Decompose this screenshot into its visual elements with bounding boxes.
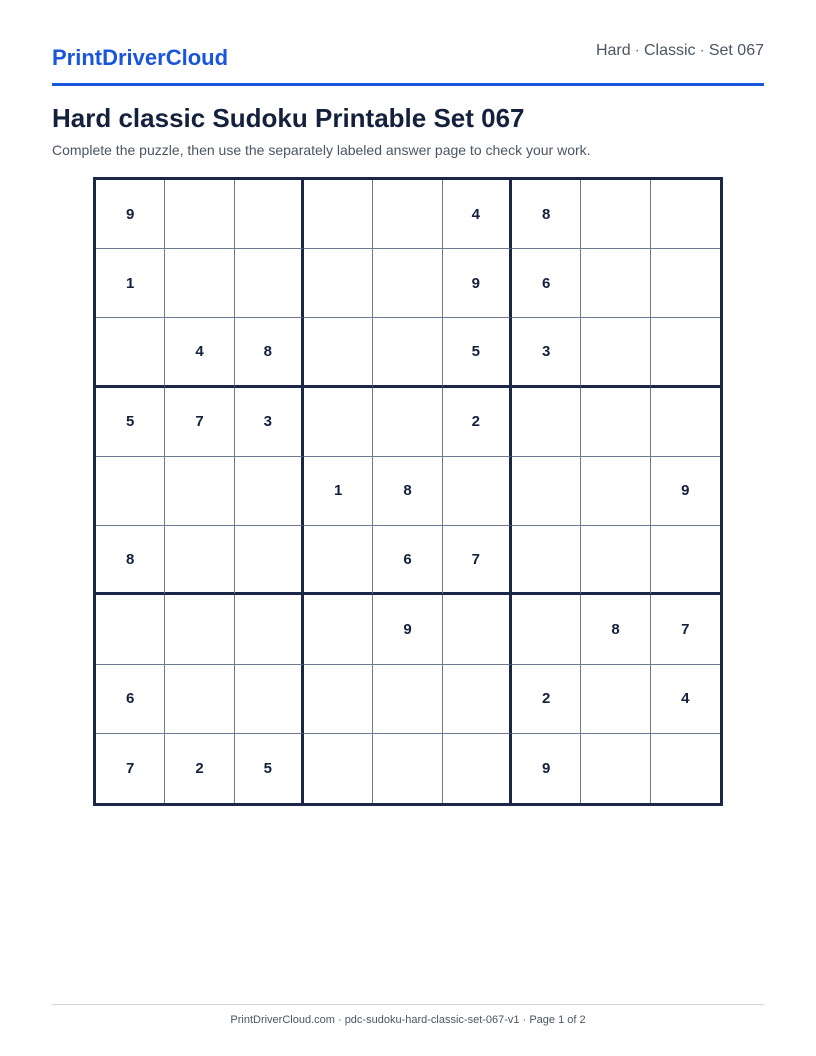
sudoku-given-cell: 5 [235, 734, 304, 803]
sudoku-given-cell: 9 [443, 249, 512, 318]
sudoku-empty-cell [651, 180, 720, 249]
meta-variant: Classic [643, 42, 696, 59]
puzzle-meta [596, 42, 764, 60]
sudoku-given-cell: 2 [512, 665, 581, 734]
sudoku-empty-cell [373, 734, 442, 803]
sudoku-empty-cell [581, 388, 650, 457]
meta-separator: · [699, 42, 705, 59]
sudoku-given-cell: 2 [443, 388, 512, 457]
sudoku-given-cell: 1 [96, 249, 165, 318]
sudoku-given-cell: 4 [651, 665, 720, 734]
sudoku-empty-cell [373, 665, 442, 734]
sudoku-given-cell: 9 [651, 457, 720, 526]
brand-logo-text: PrintDriverCloud [52, 45, 229, 70]
sudoku-given-cell: 7 [651, 595, 720, 664]
sudoku-given-cell: 2 [165, 734, 234, 803]
sudoku-empty-cell [96, 595, 165, 664]
sudoku-given-cell: 8 [235, 318, 304, 387]
sudoku-empty-cell [512, 526, 581, 595]
sudoku-empty-cell [651, 249, 720, 318]
sudoku-empty-cell [304, 665, 373, 734]
sudoku-empty-cell [165, 457, 234, 526]
sudoku-empty-cell [304, 388, 373, 457]
sudoku-empty-cell [165, 249, 234, 318]
sudoku-empty-cell [304, 249, 373, 318]
sudoku-empty-cell [235, 180, 304, 249]
sudoku-empty-cell [304, 318, 373, 387]
sudoku-given-cell: 7 [165, 388, 234, 457]
sudoku-given-cell: 8 [512, 180, 581, 249]
sudoku-empty-cell [304, 180, 373, 249]
sudoku-given-cell: 3 [235, 388, 304, 457]
sudoku-empty-cell [165, 595, 234, 664]
sudoku-given-cell: 5 [443, 318, 512, 387]
sudoku-empty-cell [373, 249, 442, 318]
sudoku-empty-cell [581, 734, 650, 803]
sudoku-empty-cell [235, 457, 304, 526]
page-instructions: Complete the puzzle, then use the separately labeled answer page to check your work. [52, 142, 591, 158]
sudoku-empty-cell [581, 665, 650, 734]
sudoku-empty-cell [165, 526, 234, 595]
sudoku-empty-cell [304, 734, 373, 803]
sudoku-given-cell: 1 [304, 457, 373, 526]
sudoku-empty-cell [373, 180, 442, 249]
sudoku-empty-cell [581, 526, 650, 595]
sudoku-empty-cell [581, 249, 650, 318]
sudoku-empty-cell [304, 526, 373, 595]
sudoku-given-cell: 6 [373, 526, 442, 595]
sudoku-empty-cell [304, 595, 373, 664]
sudoku-empty-cell [651, 734, 720, 803]
sudoku-empty-cell [581, 180, 650, 249]
sudoku-given-cell: 7 [443, 526, 512, 595]
sudoku-empty-cell [165, 180, 234, 249]
sudoku-given-cell: 5 [96, 388, 165, 457]
sudoku-empty-cell [581, 318, 650, 387]
sudoku-empty-cell [235, 249, 304, 318]
page-footer: PrintDriverCloud.com · pdc-sudoku-hard-classic-set-067-v1 · Page 1 of 2 [230, 1014, 586, 1026]
sudoku-empty-cell [443, 457, 512, 526]
header-divider [52, 83, 764, 86]
sudoku-empty-cell [651, 388, 720, 457]
sudoku-given-cell: 3 [512, 318, 581, 387]
sudoku-empty-cell [443, 665, 512, 734]
sudoku-empty-cell [443, 595, 512, 664]
sudoku-given-cell: 6 [96, 665, 165, 734]
sudoku-empty-cell [512, 457, 581, 526]
sudoku-given-cell: 9 [373, 595, 442, 664]
sudoku-empty-cell [373, 318, 442, 387]
sudoku-given-cell: 8 [581, 595, 650, 664]
sudoku-empty-cell [512, 388, 581, 457]
sudoku-given-cell: 6 [512, 249, 581, 318]
sudoku-given-cell: 7 [96, 734, 165, 803]
sudoku-given-cell: 9 [96, 180, 165, 249]
sudoku-empty-cell [581, 457, 650, 526]
sudoku-given-cell: 9 [512, 734, 581, 803]
meta-difficulty: Hard [595, 42, 631, 59]
sudoku-given-cell: 4 [443, 180, 512, 249]
sudoku-empty-cell [235, 595, 304, 664]
page-title: Hard classic Sudoku Printable Set 067 [52, 103, 525, 133]
sudoku-given-cell: 8 [373, 457, 442, 526]
sudoku-empty-cell [512, 595, 581, 664]
meta-separator: · [634, 42, 640, 59]
sudoku-empty-cell [373, 388, 442, 457]
meta-set: Set 067 [708, 42, 764, 59]
sudoku-given-cell: 8 [96, 526, 165, 595]
sudoku-empty-cell [235, 526, 304, 595]
sudoku-empty-cell [651, 526, 720, 595]
sudoku-given-cell: 4 [165, 318, 234, 387]
sudoku-empty-cell [443, 734, 512, 803]
footer-divider [52, 1004, 764, 1005]
sudoku-grid [93, 177, 723, 806]
sudoku-empty-cell [165, 665, 234, 734]
page-header [52, 0, 764, 86]
sudoku-empty-cell [96, 318, 165, 387]
sudoku-empty-cell [235, 665, 304, 734]
sudoku-empty-cell [651, 318, 720, 387]
sudoku-empty-cell [96, 457, 165, 526]
